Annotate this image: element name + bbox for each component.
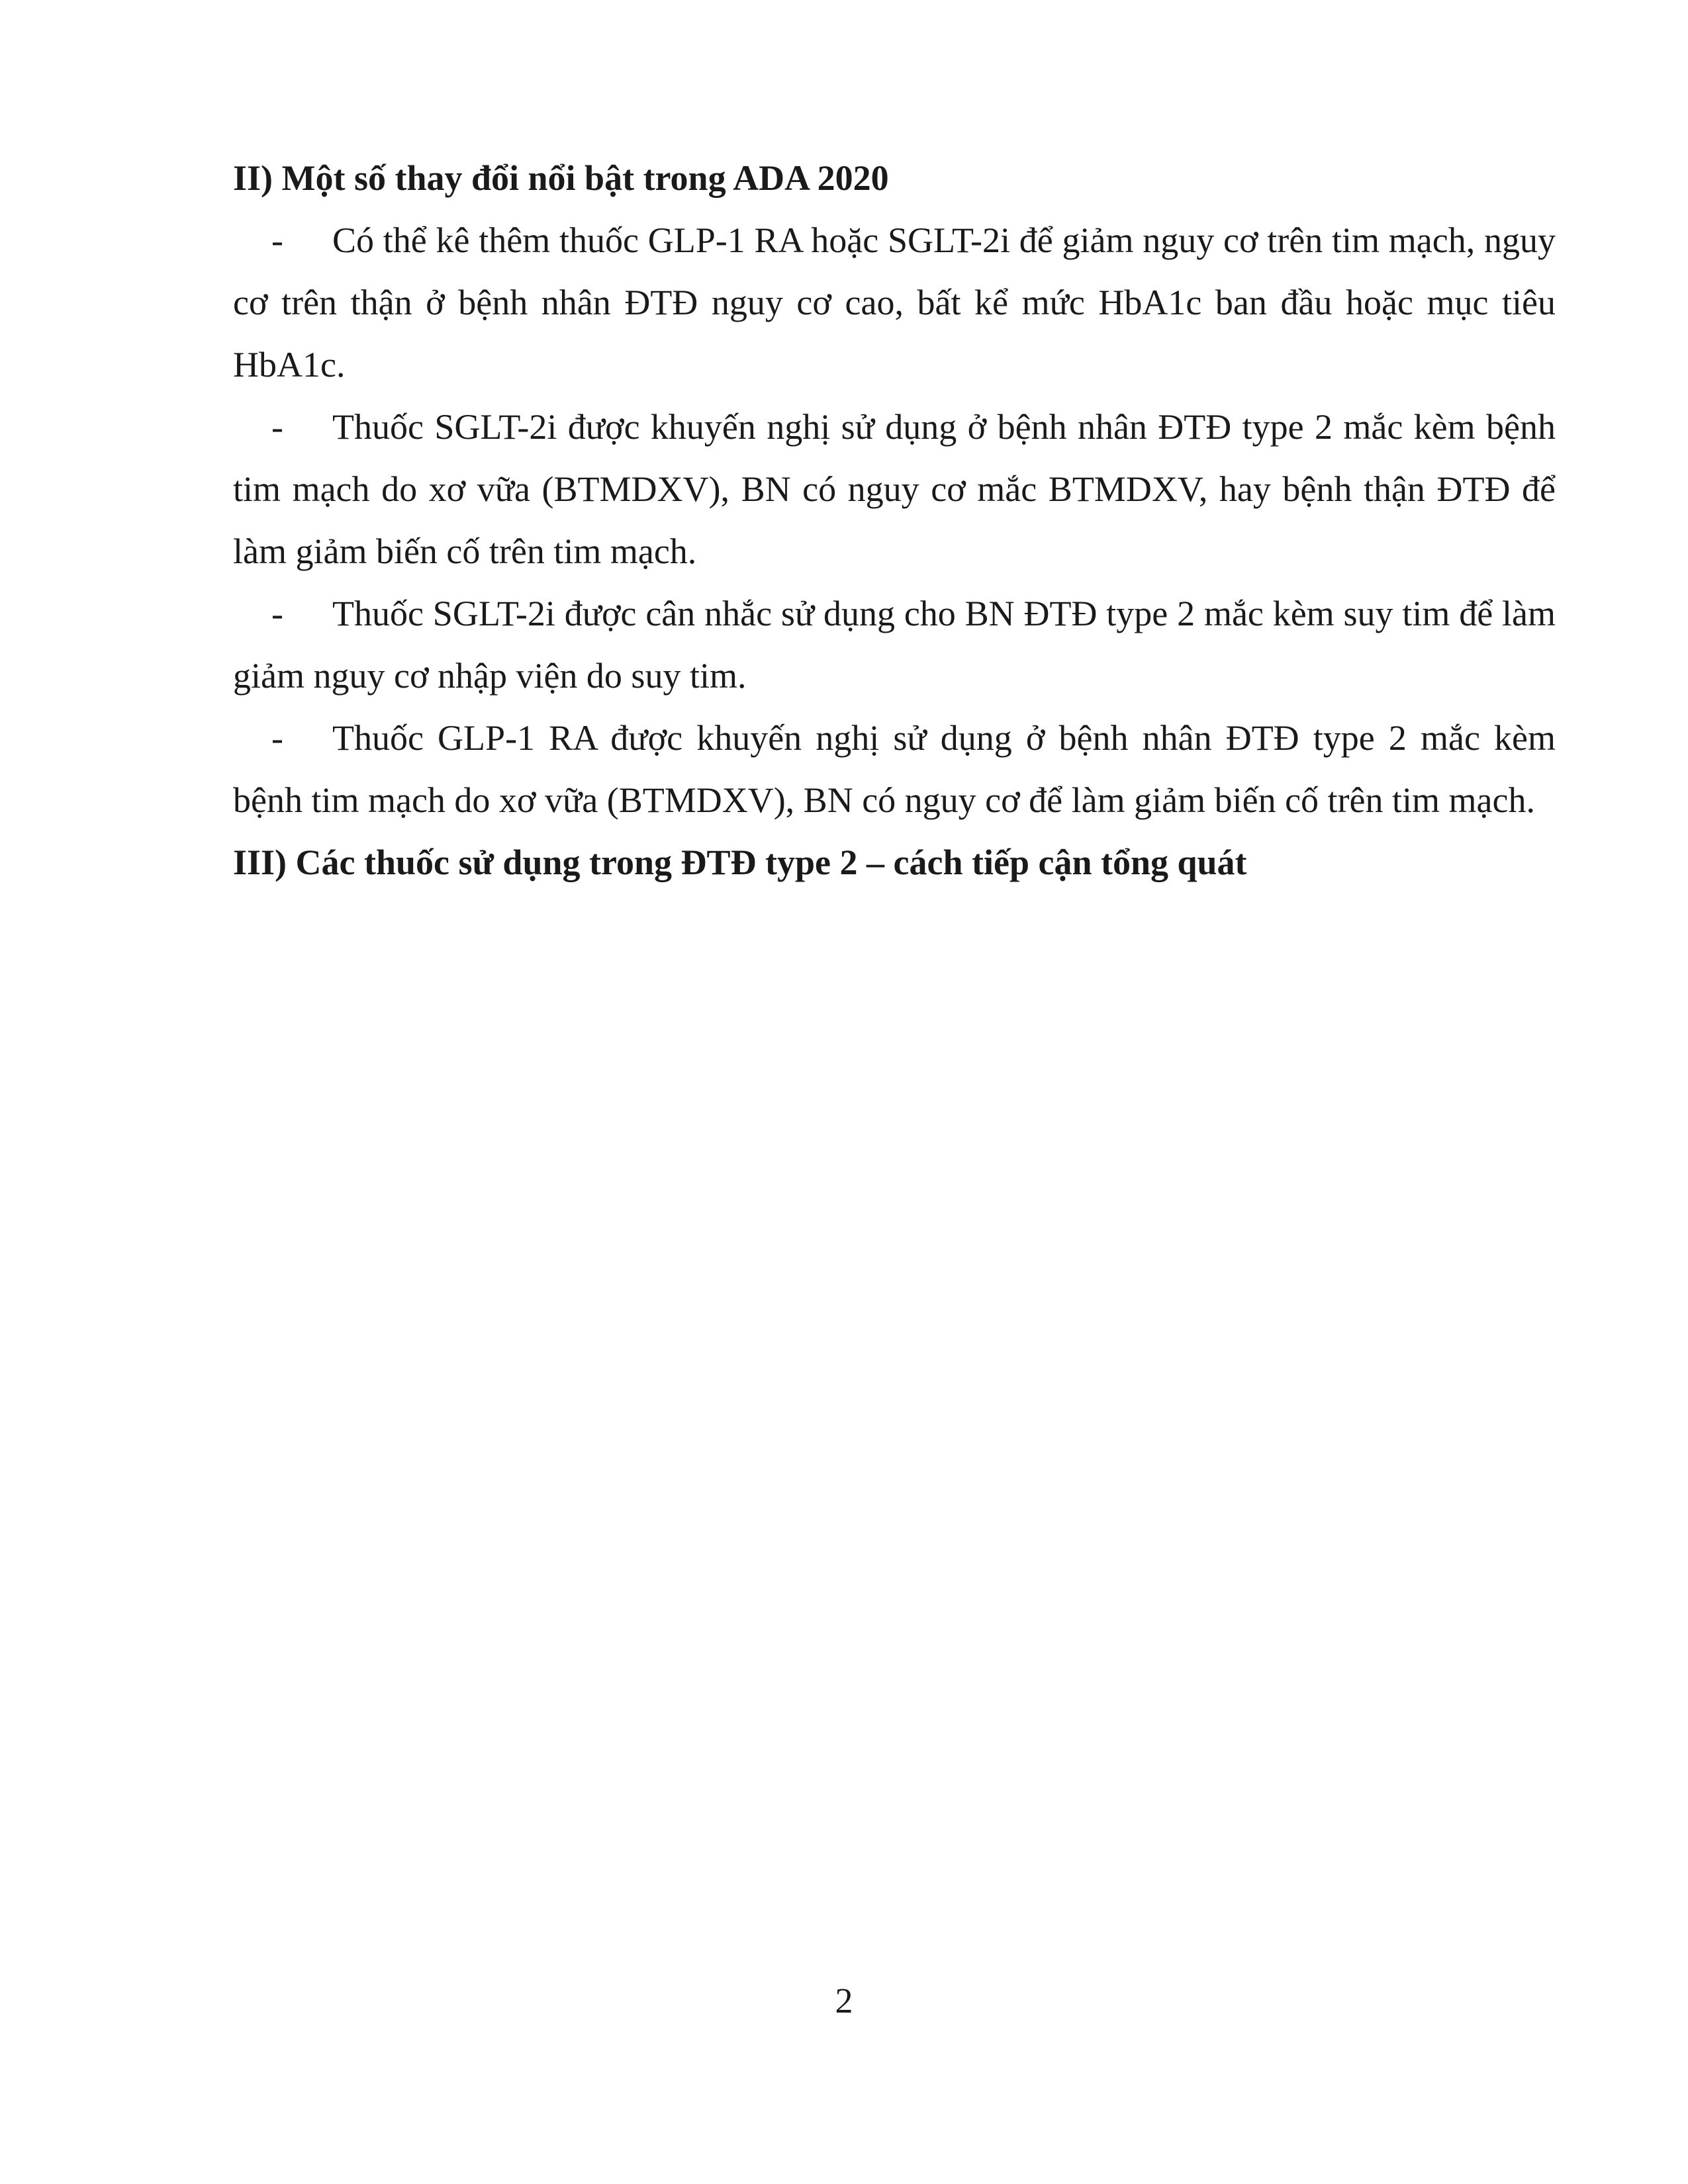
bullet-item: [233, 582, 1556, 707]
section-ii-heading: II) Một số thay đổi nổi bật trong ADA 2020: [233, 158, 889, 198]
bullet-item: [233, 396, 1556, 582]
bullet-item: [233, 209, 1556, 396]
bullet-item: [233, 707, 1556, 831]
bullet-text: Thuốc GLP-1 RA được khuyến nghị sử dụng ở bệnh nhân ĐTĐ type 2 mắc kèm bệnh tim mạch do xơ vữa (BTMDXV), BN có nguy cơ để làm giảm biến cố trên tim mạch.: [233, 718, 1556, 820]
bullet-dash: -: [271, 220, 283, 260]
page-number: 2: [835, 1981, 853, 2021]
bullet-dash: -: [271, 718, 283, 758]
page-content: [233, 147, 1556, 893]
bullet-dash: -: [271, 594, 283, 633]
bullet-text: Thuốc SGLT-2i được khuyến nghị sử dụng ở bệnh nhân ĐTĐ type 2 mắc kèm bệnh tim mạch do xơ vữa (BTMDXV), BN có nguy cơ mắc BTMDXV, hay bệnh thận ĐTĐ để làm giảm biến cố trên tim mạch.: [233, 407, 1556, 571]
bullet-dash: -: [271, 407, 283, 447]
section-iii-heading: III) Các thuốc sử dụng trong ĐTĐ type 2 – cách tiếp cận tổng quát: [233, 842, 1247, 882]
bullet-text: Thuốc SGLT-2i được cân nhắc sử dụng cho BN ĐTĐ type 2 mắc kèm suy tim để làm giảm nguy cơ nhập viện do suy tim.: [233, 594, 1556, 696]
bullet-text: Có thể kê thêm thuốc GLP-1 RA hoặc SGLT-2i để giảm nguy cơ trên tim mạch, nguy cơ trên thận ở bệnh nhân ĐTĐ nguy cơ cao, bất kể mức HbA1c ban đầu hoặc mục tiêu HbA1c.: [233, 220, 1556, 385]
